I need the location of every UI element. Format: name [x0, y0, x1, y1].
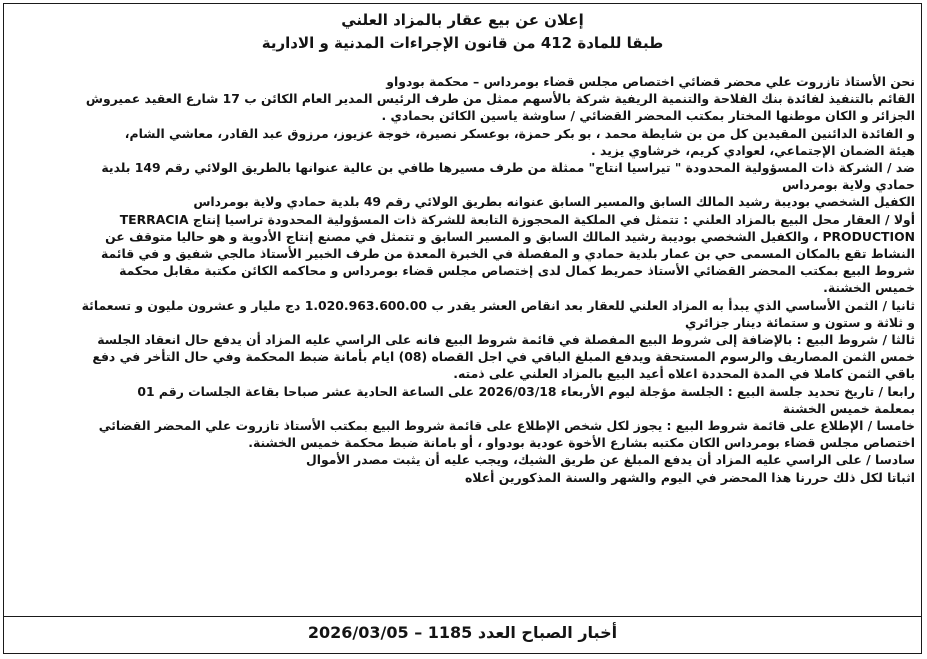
body-line: بمعلمة خميس الخشنة — [782, 400, 915, 416]
body-line: هيئة الضمان الإجتماعي، لعوادي كريم، خرشاوي يزيد . — [591, 142, 915, 158]
company-name-latin: TERRACIA — [119, 211, 189, 227]
publication-footer — [4, 616, 921, 653]
body-line: و ثلاثة و ستون و ستمائة دينار جزائري — [685, 314, 915, 330]
body-line — [10, 211, 915, 228]
announcement-body — [4, 73, 921, 486]
body-line: الجزائر و الكان موطنها المختار بمكتب المحضر القضائي / ساوشة ياسين الكائن بحمادي . — [381, 108, 915, 124]
body-line: شروط البيع بمكتب المحضر القضائي الأستاذ حمريط كمال لدى إختصاص مجلس قضاء بومرداس و محاكمه الكائن مكتبة مقابل محكمة — [119, 263, 915, 279]
body-line: اثباتا لكل ذلك حررنا هذا المحضر في اليوم والشهر والسنة المذكورين أعلاه — [464, 469, 915, 485]
body-line: ثالثا / شروط البيع : بالإضافة إلى شروط البيع المفصلة في قائمة شروط البيع فانه على الراسي عليه المزاد أن يدفع حال انعقاد الجلسة — [97, 332, 915, 348]
announcement-frame — [3, 3, 922, 654]
company-name-latin: PRODUCTION — [822, 228, 915, 244]
body-line: خامسا / الإطلاع على قائمة شروط البيع : يجوز لكل شخص الإطلاع على قائمة شروط البيع بمكتب الأستاذ تازروت علي المحضر القضائي — [98, 418, 915, 434]
body-line: الكفيل الشخصي بوديبة رشيد المالك السابق والمسير السابق عنوانه بطريق الولائي رقم 49 بلدية حمادي ولاية بومرداس — [193, 194, 915, 210]
body-line: خمس الثمن المصاريف والرسوم المستحقة ويدفع المبلغ الباقي في اجل القصاه (08) ايام بأمانة ضبط المحكمة وفي حال التأخر في دفع — [92, 349, 915, 365]
body-line: اختصاص مجلس قضاء بومرداس الكان مكتبه بشارع الأخوة عودية بودواو ، أو بامانة ضبط محكمة خميس الخشنة. — [248, 435, 915, 451]
body-text-segment: أولا / العقار محل البيع بالمزاد العلني : تتمثل في الملكية المحجوزة التابعة للشركة ذات المسؤولية المحدودة تراسيا إنتاج — [192, 211, 915, 227]
body-line: نحن الأستاذ تازروت علي محضر قضائي اختصاص مجلس قضاء بومرداس – محكمة بودواو — [386, 74, 915, 89]
announcement-subtitle: طبقا للمادة 412 من قانون الإجراءات المدنية و الادارية — [261, 34, 664, 52]
title-block — [4, 4, 921, 59]
body-line: و الفائدة الدائنين المقيدين كل من بن شايطة محمد ، بو بكر حمزة، بوعسكر نصيرة، خوجة عزيوز، مرزوق عبد القادر، معاشي الشام، — [124, 125, 915, 141]
body-line: خميس الخشنة. — [823, 280, 915, 296]
body-text-segment: ، والكفيل الشخصي بوديبة رشيد المالك السابق و المسير السابق و تتمثل في مصنع إنتاج الأدوية و هو حاليا متوقف عن — [105, 228, 819, 244]
body-line: القائم بالتنفيذ لفائدة بنك الفلاحة والتنمية الريفية شركة بالأسهم ممثل من طرف الرئيس المدير العام الكائن ب 17 شارع العقيد عميروش — [85, 91, 915, 107]
body-line: النشاط تقع بالمكان المسمى حي بن عمار بلدية حمادي و المفصلة في الخبرة المعدة من طرف الخبير الأستاذ مالجي شفيق و في قائمة — [100, 246, 915, 262]
body-line: حمادي ولاية بومرداس — [782, 177, 915, 193]
body-line: باقي الثمن كاملا في المدة المحددة اعلاه أعيد البيع بالمزاد العلني على ذمته. — [453, 366, 915, 382]
body-line: ضد / الشركة ذات المسؤولية المحدودة " تيراسيا انتاج" ممثلة من طرف مسيرها طافي بن عالية عنوانها بالطريق الولائي رقم 149 بلدية — [101, 160, 915, 176]
body-line — [10, 228, 915, 245]
body-line: سادسا / على الراسي عليه المزاد أن يدفع المبلغ عن طريق الشيك، ويجب عليه أن يثبت مصدر الأموال — [305, 452, 915, 468]
body-line: ثانيا / الثمن الأساسي الذي يبدأ به المزاد العلني للعقار بعد انقاص العشر يقدر ب 1.020.963.600.00 دج مليار و عشرون مليون و تسعمائة — [81, 297, 915, 313]
footer-issue-line: أخبار الصباح العدد 1185 – 2026/03/05 — [307, 623, 618, 642]
body-line: رابعا / تاريخ تحديد جلسة البيع : الجلسة مؤجلة ليوم الأربعاء 2026/03/18 على الساعة الحادية عشر صباحا بقاعة الجلسات رقم 01 — [137, 383, 915, 399]
announcement-title: إعلان عن بيع عقار بالمزاد العلني — [341, 11, 584, 29]
